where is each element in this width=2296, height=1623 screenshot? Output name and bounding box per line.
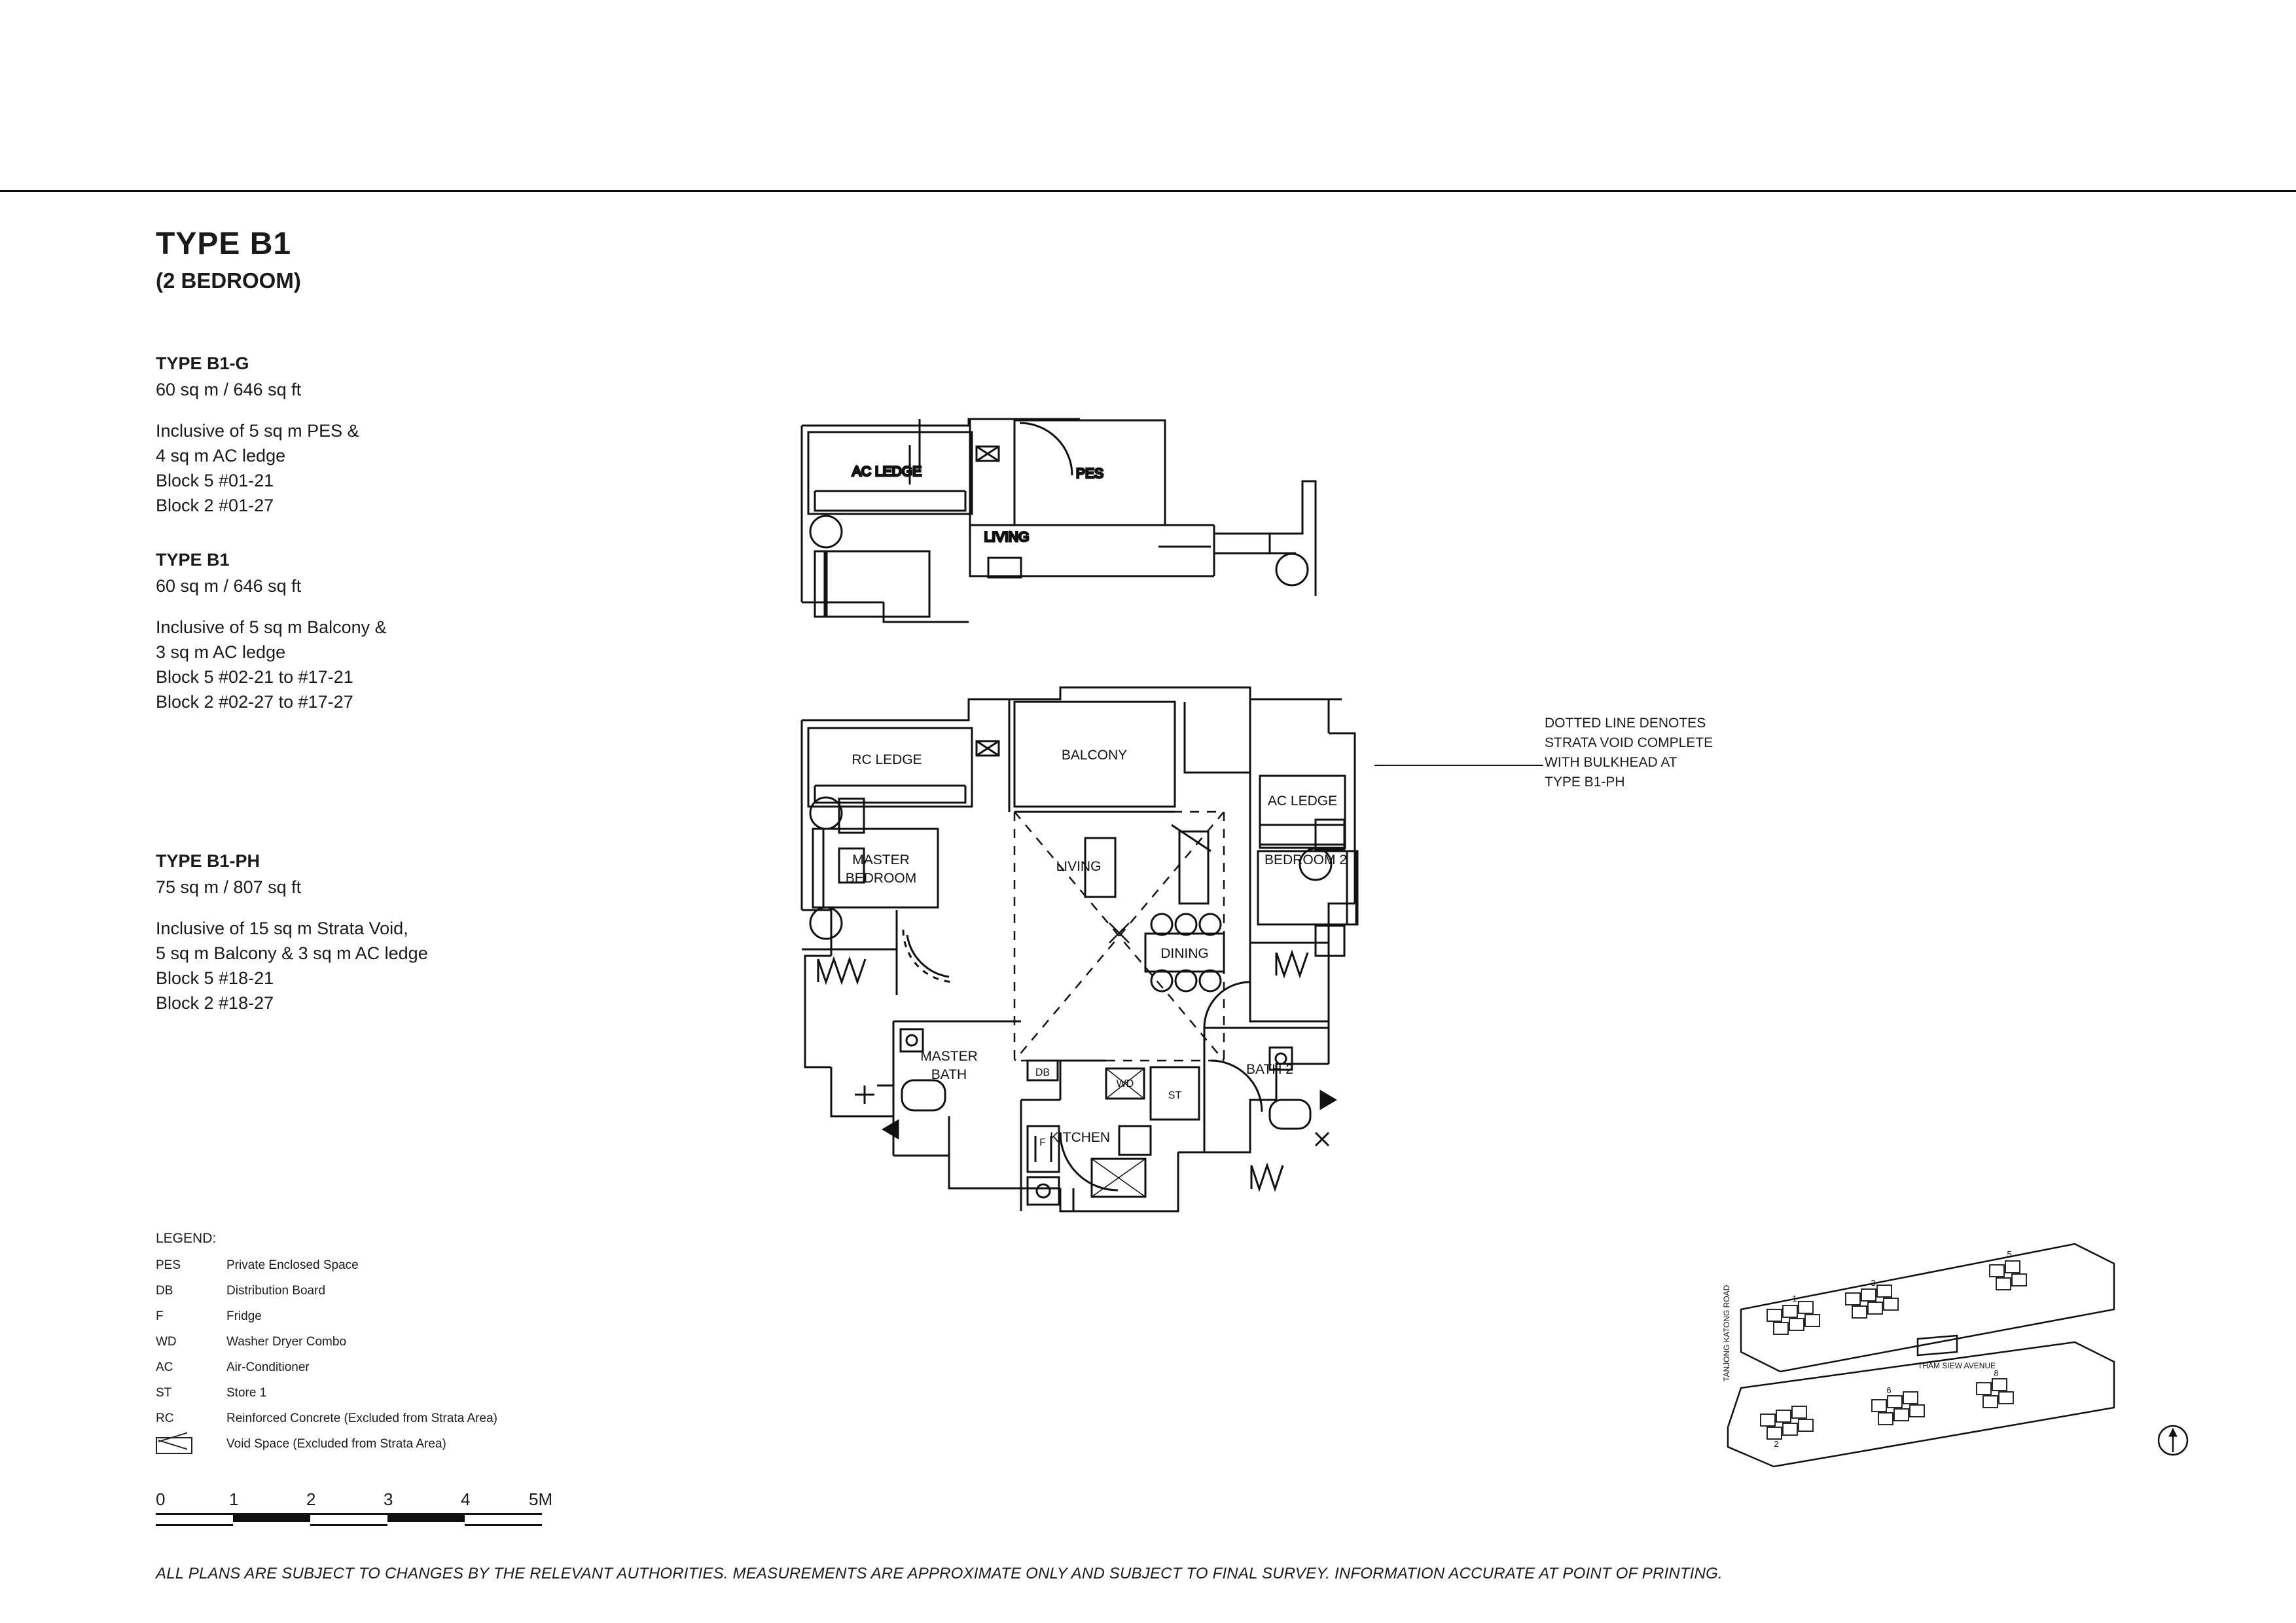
spec-line: Inclusive of 5 sq m Balcony &: [156, 617, 387, 637]
scale-tick: 0: [156, 1489, 166, 1509]
label-ac-ledge-upper: AC LEDGE: [852, 464, 922, 479]
unit-type-title: TYPE B1: [156, 227, 292, 261]
spec-line: Block 5 #18-21: [156, 968, 274, 988]
legend-code: WD: [156, 1335, 177, 1349]
legend-title: LEGEND:: [156, 1231, 217, 1246]
legend-code: PES: [156, 1258, 181, 1272]
void-space-icon: [156, 1437, 226, 1469]
legend-desc: Store 1: [226, 1386, 267, 1400]
keyplan-block-number: 5: [2007, 1249, 2012, 1259]
plan-upper-ground: [802, 419, 1316, 622]
scale-segment: [387, 1513, 465, 1522]
legend-row: [156, 1258, 497, 1284]
legend-code: F: [156, 1309, 164, 1323]
legend-code: DB: [156, 1284, 173, 1298]
header-divider: [0, 190, 2296, 192]
legend-desc: Void Space (Excluded from Strata Area): [226, 1437, 446, 1451]
spec-block-b1: [156, 550, 387, 714]
ac-ledge-box-main: [1260, 776, 1345, 848]
legend: [156, 1231, 497, 1469]
callout-line-text: STRATA VOID COMPLETE: [1545, 735, 1713, 750]
legend-desc: Private Enclosed Space: [226, 1258, 359, 1272]
spec-heading: TYPE B1: [156, 550, 230, 570]
label-master-bath-1: MASTER: [920, 1049, 978, 1064]
callout-line-text: DOTTED LINE DENOTES: [1545, 716, 1706, 731]
scale-tick: 5M: [529, 1489, 553, 1509]
spec-heading: TYPE B1-G: [156, 354, 249, 373]
keyplan-road-label: TANJONG KATONG ROAD: [1722, 1285, 1731, 1381]
callout-line-text: TYPE B1-PH: [1545, 775, 1625, 790]
bath2-basin: [1270, 1100, 1310, 1129]
spec-area: 60 sq m / 646 sq ft: [156, 576, 302, 596]
spec-line: 4 sq m AC ledge: [156, 446, 286, 465]
scale-segment: [233, 1513, 310, 1522]
label-kitchen: KITCHEN: [1049, 1130, 1111, 1145]
scale-tick: 3: [384, 1489, 393, 1509]
living-sofa: [1179, 831, 1208, 903]
floor-plan-drawing: [753, 406, 1604, 1401]
keyplan-block-number: 3: [1871, 1278, 1876, 1288]
scale-tick: 2: [306, 1489, 316, 1509]
label-balcony: BALCONY: [1061, 748, 1128, 763]
spec-line: Inclusive of 5 sq m PES &: [156, 421, 359, 441]
spec-line: 3 sq m AC ledge: [156, 642, 286, 662]
scale-bar: [156, 1489, 562, 1522]
spec-line: 5 sq m Balcony & 3 sq m AC ledge: [156, 943, 428, 963]
keyplan-block-number: 2: [1774, 1439, 1779, 1449]
legend-desc: Fridge: [226, 1309, 262, 1323]
label-pes: PES: [1075, 466, 1104, 481]
spec-line: Block 5 #01-21: [156, 471, 274, 490]
spec-block-b1g: [156, 354, 359, 518]
keyplan-block-number: 8: [1994, 1368, 1999, 1378]
spec-line: Block 5 #02-21 to #17-21: [156, 667, 353, 687]
unit-type-subtitle: (2 BEDROOM): [156, 268, 301, 293]
legend-desc: Washer Dryer Combo: [226, 1335, 347, 1349]
scale-tick: 4: [461, 1489, 471, 1509]
legend-row: [156, 1309, 497, 1335]
legend-row: [156, 1437, 497, 1469]
scale-segment: [310, 1513, 387, 1526]
strata-void-dashed: [1014, 812, 1224, 1061]
key-plan: [1721, 1231, 2219, 1506]
legend-desc: Distribution Board: [226, 1284, 326, 1298]
legend-code: RC: [156, 1412, 174, 1425]
page-title: [156, 226, 301, 293]
legend-row: [156, 1335, 497, 1360]
label-rc-ledge: RC LEDGE: [852, 752, 922, 767]
spec-heading: TYPE B1-PH: [156, 851, 260, 871]
keyplan-block-number: 6: [1886, 1385, 1892, 1395]
label-wd: WD: [1116, 1078, 1134, 1089]
label-dining: DINING: [1160, 946, 1209, 961]
keyplan-block-number: 1: [1792, 1294, 1797, 1304]
compass-icon: [2159, 1426, 2187, 1455]
scale-segment: [465, 1513, 542, 1526]
spec-line: Inclusive of 15 sq m Strata Void,: [156, 919, 408, 938]
legend-row: [156, 1360, 497, 1386]
label-bath2: BATH 2: [1246, 1062, 1293, 1077]
scale-tick: 1: [229, 1489, 239, 1509]
label-f: F: [1039, 1137, 1046, 1148]
legend-code: ST: [156, 1386, 172, 1400]
label-st: ST: [1168, 1090, 1182, 1101]
label-living-upper: LIVING: [984, 530, 1030, 545]
scale-segment: [156, 1513, 233, 1526]
spec-area: 75 sq m / 807 sq ft: [156, 877, 302, 897]
disclaimer-text: ALL PLANS ARE SUBJECT TO CHANGES BY THE RELEVANT AUTHORITIES. MEASUREMENTS ARE APPROXIMATE ONLY AND SUBJECT TO FINAL SURVEY. INFORMATION ACCURATE AT POINT OF PRINTING.: [156, 1565, 1723, 1582]
spec-line: Block 2 #02-27 to #17-27: [156, 692, 353, 712]
legend-row: [156, 1284, 497, 1309]
label-bedroom2: BEDROOM 2: [1264, 852, 1348, 867]
label-master-bath-2: BATH: [931, 1067, 967, 1082]
label-ac-ledge-main: AC LEDGE: [1267, 793, 1338, 809]
spec-line: Block 2 #18-27: [156, 993, 274, 1013]
legend-row: [156, 1386, 497, 1412]
label-master-bedroom-1: MASTER: [852, 852, 910, 867]
legend-desc: Reinforced Concrete (Excluded from Strata Area): [226, 1412, 497, 1425]
rc-ledge-box: [808, 728, 972, 807]
callout-line-text: WITH BULKHEAD AT: [1545, 755, 1677, 770]
spec-area: 60 sq m / 646 sq ft: [156, 380, 302, 399]
label-master-bedroom-2: BEDROOM: [845, 871, 917, 886]
legend-code: AC: [156, 1360, 173, 1374]
label-db: DB: [1035, 1067, 1050, 1078]
legend-table: [156, 1258, 497, 1469]
legend-desc: Air-Conditioner: [226, 1360, 310, 1374]
label-living-main: LIVING: [1056, 859, 1102, 874]
legend-row: [156, 1412, 497, 1437]
keyplan-road-label: THAM SIEW AVENUE: [1918, 1361, 1996, 1370]
spec-block-b1ph: [156, 851, 428, 1015]
master-bed: [823, 829, 938, 907]
spec-line: Block 2 #01-27: [156, 496, 274, 515]
master-bath-basin: [902, 1080, 945, 1110]
